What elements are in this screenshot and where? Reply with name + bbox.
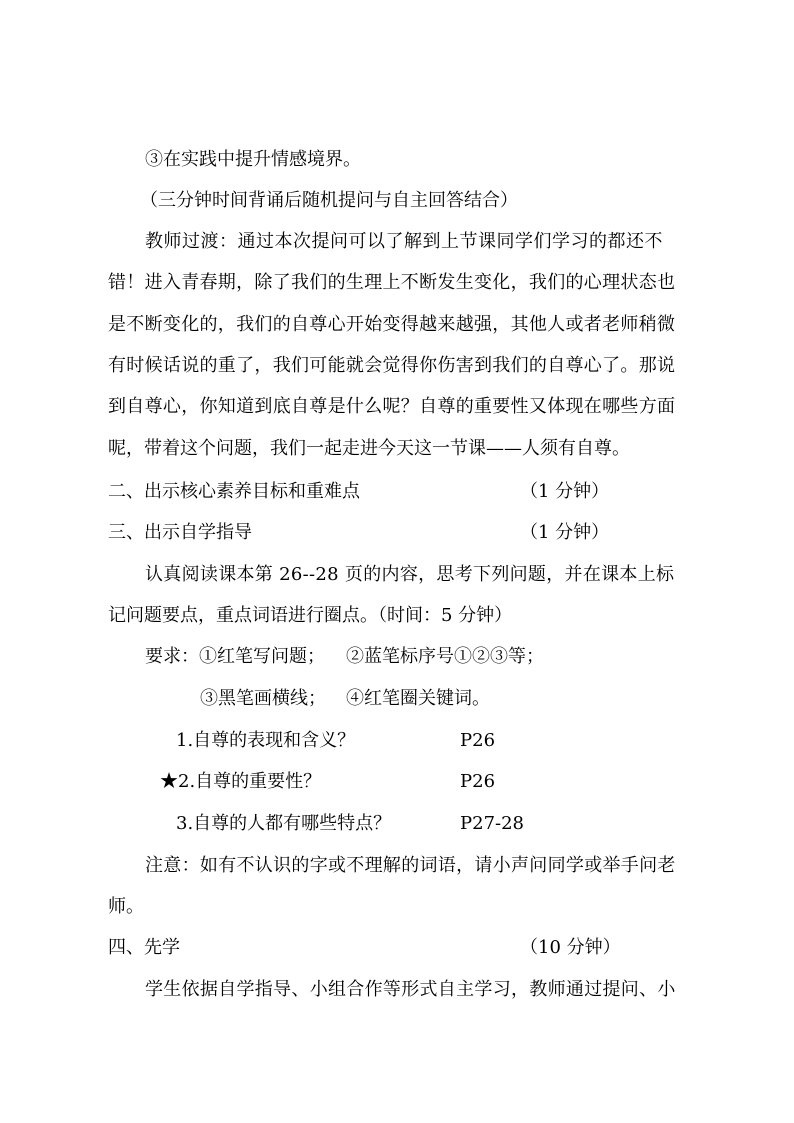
paragraph-line: 教师过渡：通过本次提问可以了解到上节课同学们学习的都还不 — [145, 231, 663, 252]
section-duration: （10 分钟） — [520, 937, 621, 958]
question-item: ★2.自尊的重要性？ — [160, 771, 322, 792]
requirement-item: ③黑笔画横线； — [200, 688, 326, 709]
requirement-item: ②蓝笔标序号①②③等； — [346, 646, 544, 667]
paragraph-line: 呢，带着这个问题，我们一起走进今天这一节课——人须有自尊。 — [108, 438, 630, 459]
paragraph-line: 认真阅读课本第 26--28 页的内容，思考下列问题，并在课本上标 — [145, 564, 675, 585]
paragraph-line: （三分钟时间背诵后随机提问与自主回答结合） — [140, 190, 518, 211]
paragraph-line: 有时候话说的重了，我们可能就会觉得你伤害到我们的自尊心了。那说 — [108, 355, 676, 376]
paragraph-line: 错！进入青春期，除了我们的生理上不断发生变化，我们的心理状态也 — [108, 272, 676, 293]
section-heading: 四、先学 — [108, 937, 180, 958]
section-heading: 二、出示核心素养目标和重难点 — [108, 481, 360, 502]
paragraph-line: 到自尊心，你知道到底自尊是什么呢？自尊的重要性又体现在哪些方面 — [108, 396, 676, 417]
paragraph-line: ③在实践中提升情感境界。 — [145, 149, 361, 170]
section-duration: （1 分钟） — [520, 522, 610, 543]
question-page: P27-28 — [460, 813, 525, 834]
section-heading: 三、出示自学指导 — [108, 522, 252, 543]
paragraph-line: 学生依据自学指导、小组合作等形式自主学习，教师通过提问、小 — [145, 979, 676, 1000]
question-item: 3.自尊的人都有哪些特点？ — [176, 813, 392, 834]
paragraph-line: 是不断变化的，我们的自尊心开始变得越来越强，其他人或者老师稍微 — [108, 314, 676, 335]
paragraph-line: 师。 — [108, 896, 144, 917]
requirement-item: ④红笔圈关键词。 — [346, 688, 490, 709]
paragraph-line: 记问题要点，重点词语进行圈点。（时间：5 分钟） — [108, 605, 513, 626]
requirement-item: 要求：①红笔写问题； — [145, 646, 325, 667]
section-duration: （1 分钟） — [520, 481, 610, 502]
paragraph-line: 注意：如有不认识的字或不理解的词语，请小声问同学或举手问老 — [145, 855, 676, 876]
question-page: P26 — [460, 730, 496, 751]
question-item: 1.自尊的表现和含义？ — [176, 730, 356, 751]
question-page: P26 — [460, 771, 496, 792]
